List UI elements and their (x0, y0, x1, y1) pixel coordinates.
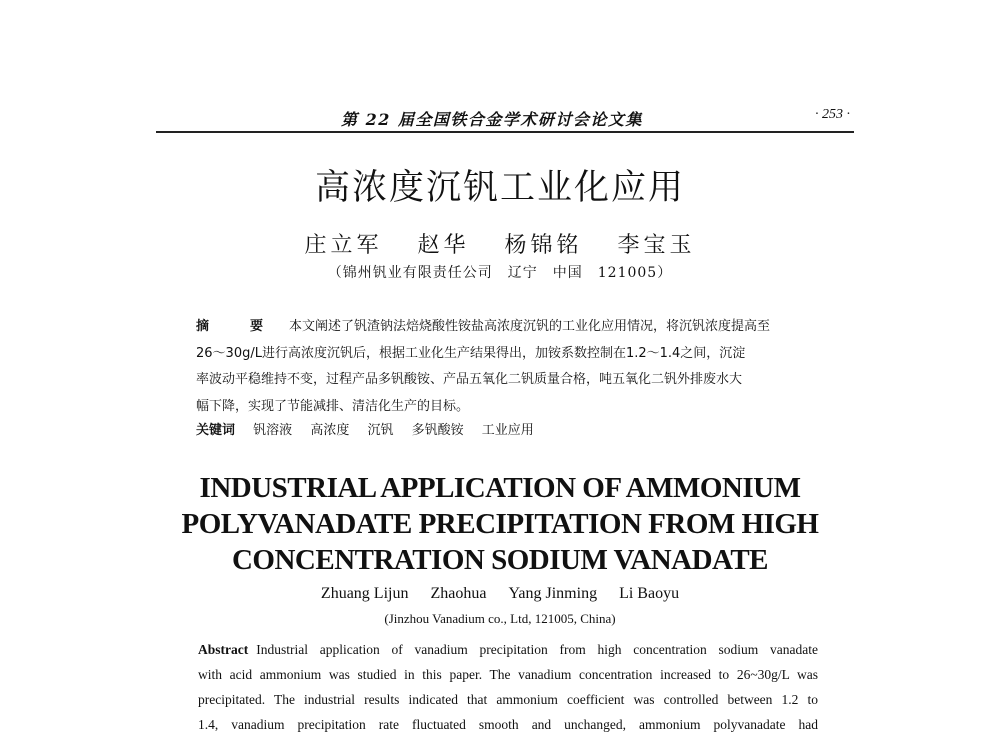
chinese-affiliation: （锦州钒业有限责任公司 辽宁 中国 121005） (327, 265, 673, 281)
abstract-line: 1.4, vanadium precipitation rate fluctuated smooth and unchanged, ammonium polyvanadate had (198, 717, 818, 732)
keyword: 多钒酸铵 (411, 423, 464, 438)
abstract-line: 26～30g/L进行高浓度沉钒后，根据工业化生产结果得出，加铵系数控制在1.2～1.4之间，沉淀 (196, 345, 746, 361)
chinese-title: 高浓度沉钒工业化应用 (314, 168, 685, 208)
abstract-line: 摘 要 本文阐述了钒渣钠法焙烧酸性铵盐高浓度沉钒的工业化应用情况，将沉钒浓度提高至 (196, 319, 771, 334)
abstract-line: precipitated. The industrial results indicated that ammonium coefficient was controlled between 1.2 to (198, 692, 818, 707)
title-line: CONCENTRATION SODIUM VANADATE (231, 544, 769, 576)
title-line: INDUSTRIAL APPLICATION OF AMMONIUM (199, 472, 801, 504)
author-name: Zhuang Lijun (320, 585, 409, 602)
keyword: 高浓度 (310, 423, 350, 438)
chinese-abstract (196, 314, 824, 420)
author-name: 赵华 (417, 233, 470, 258)
author-name: 李宝玉 (617, 233, 696, 258)
keyword: 沉钒 (367, 423, 394, 438)
chinese-keywords (196, 419, 824, 438)
running-header (156, 103, 854, 133)
keyword: 工业应用 (481, 423, 534, 438)
abstract-line: Abstract Industrial application of vanadium precipitation from high concentration sodium vanadate (198, 642, 818, 657)
english-authors (0, 585, 1000, 603)
header-rule (156, 131, 854, 133)
keyword: 钒溶液 (253, 423, 293, 438)
keywords-label: 关键词 (196, 423, 236, 438)
proceedings-title: 第 22 届全国铁合金学术研讨会论文集 (341, 110, 643, 129)
author-name: Yang Jinming (508, 585, 598, 602)
abstract-label: 摘 要 (196, 319, 278, 334)
english-title (0, 470, 1000, 578)
abstract-line: 率波动平稳维持不变，过程产品多钒酸铵、产品五氧化二钒质量合格，吨五氧化二钒外排废水大 (196, 372, 743, 387)
page-number: · 253 · (815, 107, 850, 122)
abstract-line: 幅下降，实现了节能减排、清洁化生产的目标。 (196, 398, 470, 414)
chinese-authors (0, 228, 1000, 259)
author-name: Zhaohua (430, 585, 487, 602)
english-affiliation: (Jinzhou Vanadium co., Ltd, 121005, China) (384, 611, 616, 626)
author-name: 庄立军 (304, 233, 383, 258)
author-name: 杨锦铭 (504, 233, 583, 258)
english-abstract (198, 637, 818, 737)
abstract-label: Abstract (198, 642, 249, 657)
title-line: POLYVANADATE PRECIPITATION FROM HIGH (181, 508, 819, 540)
author-name: Li Baoyu (619, 585, 680, 602)
abstract-line: with acid ammonium was studied in this paper. The vanadium concentration increased to 26~30g/L was (198, 667, 818, 682)
